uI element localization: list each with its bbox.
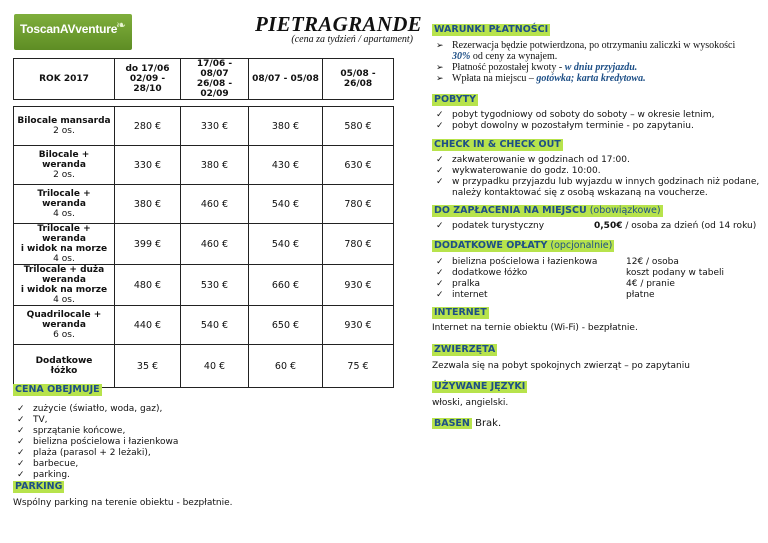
price-cell: 650 € (249, 306, 323, 345)
section-pobyty-heading: POBYTY (434, 94, 476, 105)
zwierzeta-text: Zezwala się na pobyt spokojnych zwierząt – po zapytaniu (432, 361, 690, 371)
price-cell: 480 € (115, 265, 181, 306)
price-cell: 40 € (181, 345, 249, 388)
section-basen-heading: BASEN (434, 418, 470, 429)
room-occupancy: 6 os. (53, 330, 75, 340)
check-icon: ✓ (17, 426, 25, 436)
dodatkowe-heading-text: DODATKOWE OPŁATY (434, 240, 548, 251)
leaf-icon: ❧ (115, 18, 126, 32)
fee-name: bielizna pościelowa i łazienkowa (452, 257, 598, 267)
gap-cell (181, 100, 249, 107)
table-row (14, 146, 394, 185)
period-header (181, 59, 249, 100)
list-item-text: sprzątanie końcowe, (33, 426, 126, 436)
list-item (432, 40, 762, 62)
page-subtitle: (cena za tydzień / apartament) (291, 34, 413, 45)
dodatkowe-list (432, 257, 762, 301)
room-name: weranda (42, 320, 86, 330)
list-item (13, 415, 178, 426)
price-cell: 540 € (249, 185, 323, 224)
list-item (432, 290, 762, 301)
room-name: Trilocale + duża (23, 265, 105, 275)
table-row (14, 306, 394, 345)
fee-price: 4€ / pranie (626, 279, 675, 289)
warunki-emph: gotówka; karta kredytowa. (536, 73, 646, 84)
check-icon: ✓ (436, 279, 444, 289)
price-cell: 930 € (323, 306, 394, 345)
check-icon: ✓ (436, 155, 444, 165)
gap-cell (115, 100, 181, 107)
period-line: 17/06 - 08/07 (196, 59, 233, 79)
list-item-text: wykwaterowanie do godz. 10:00. (452, 166, 601, 176)
price-cell: 460 € (181, 185, 249, 224)
price-cell: 780 € (323, 185, 394, 224)
checkin-list (432, 155, 762, 199)
zaplacenia-amount: 0,50€ (594, 221, 623, 231)
list-item (13, 459, 178, 470)
room-name: Dodatkowe (35, 356, 93, 366)
basen-line (432, 418, 501, 430)
check-icon: ✓ (436, 290, 444, 300)
list-item-text: plaża (parasol + 2 leżaki), (33, 448, 151, 458)
price-cell: 580 € (323, 107, 394, 146)
room-name: Trilocale + weranda (37, 224, 91, 244)
room-name: Quadrilocale + (26, 310, 102, 320)
logo-text: ToscanAVventure (20, 22, 118, 36)
table-row (14, 224, 394, 265)
basen-text: Brak. (475, 418, 502, 429)
zaplacenia-item: podatek turystyczny (452, 221, 545, 231)
room-name: weranda (42, 275, 86, 285)
warunki-text: od ceny za wynajem. (470, 51, 558, 62)
room-label (14, 265, 115, 306)
period-line: 02/09 - 28/10 (129, 74, 166, 94)
room-name: Bilocale mansarda (17, 116, 111, 126)
price-cell: 540 € (181, 306, 249, 345)
check-icon: ✓ (17, 404, 25, 414)
room-name: łóżko (50, 366, 78, 376)
price-cell: 530 € (181, 265, 249, 306)
list-item-text: zakwaterowanie w godzinach od 17:00. (452, 155, 630, 165)
list-item (432, 62, 762, 73)
price-cell: 930 € (323, 265, 394, 306)
check-icon: ✓ (436, 110, 444, 120)
list-item-text: parking. (33, 470, 70, 480)
room-occupancy: 4 os. (53, 254, 75, 264)
price-cell: 75 € (323, 345, 394, 388)
warunki-text: Wpłata na miejscu – (452, 73, 537, 84)
list-item (432, 221, 762, 232)
room-label (14, 345, 115, 388)
year-label: ROK 2017 (14, 59, 115, 100)
price-cell: 330 € (115, 146, 181, 185)
list-item (13, 470, 178, 481)
table-row (14, 345, 394, 388)
list-item (432, 257, 762, 268)
price-cell: 380 € (115, 185, 181, 224)
dodatkowe-optional: (opcjonalnie) (547, 240, 613, 251)
price-cell: 460 € (181, 224, 249, 265)
arrow-icon: ➢ (436, 40, 444, 50)
price-cell: 630 € (323, 146, 394, 185)
list-item (13, 448, 178, 459)
list-item (432, 268, 762, 279)
period-header (249, 59, 323, 100)
price-cell: 430 € (249, 146, 323, 185)
list-item-text: TV, (33, 415, 48, 425)
room-name: Bilocale + weranda (38, 150, 90, 170)
table-gap (14, 100, 394, 107)
price-table (13, 58, 394, 388)
zaplacenia-list (432, 221, 762, 232)
list-item (13, 426, 178, 437)
section-jezyki-heading: UŻYWANE JĘZYKI (434, 381, 526, 392)
table-row (14, 265, 394, 306)
room-label (14, 224, 115, 265)
room-occupancy: 4 os. (53, 209, 75, 219)
check-icon: ✓ (436, 121, 444, 131)
check-icon: ✓ (436, 221, 444, 231)
fee-price: 12€ / osoba (626, 257, 679, 267)
room-label (14, 306, 115, 345)
warunki-percent: 30% (452, 51, 471, 62)
section-parking-heading: PARKING (15, 481, 63, 492)
table-header-row (14, 59, 394, 100)
price-cell: 60 € (249, 345, 323, 388)
check-icon: ✓ (17, 415, 25, 425)
period-header (323, 59, 394, 100)
period-line: 05/08 - 26/08 (340, 69, 376, 89)
price-cell: 440 € (115, 306, 181, 345)
period-line: 08/07 - 05/08 (252, 74, 319, 84)
section-cena-heading: CENA OBEJMUJE (15, 384, 100, 395)
room-label (14, 185, 115, 224)
room-occupancy: 4 os. (53, 295, 75, 305)
zaplacenia-heading-text: DO ZAPŁACENIA NA MIEJSCU (434, 205, 587, 216)
page-title: PIETRAGRANDE (255, 12, 422, 36)
gap-cell (323, 100, 394, 107)
parking-text: Wspólny parking na terenie obiektu - bezpłatnie. (13, 498, 233, 508)
warunki-text: Płatność pozostałej kwoty - (452, 62, 565, 73)
list-item (432, 166, 762, 177)
room-occupancy: 2 os. (53, 126, 75, 136)
gap-cell (14, 100, 115, 107)
check-icon: ✓ (436, 268, 444, 278)
list-item-text: bielizna pościelowa i łazienkowa (33, 437, 179, 447)
room-name: i widok na morze (20, 285, 108, 295)
list-item (432, 110, 762, 121)
section-zaplacenia-heading (432, 205, 663, 217)
list-item-text: pobyt dowolny w pozostałym terminie - po zapytaniu. (452, 121, 694, 131)
list-item-text: w przypadku przyjazdu lub wyjazdu w innych godzinach niż podane, należy kontaktować się z osobą wskazaną na voucherze. (452, 177, 760, 198)
list-item (432, 177, 762, 199)
room-name: i widok na morze (20, 244, 108, 254)
section-zwierzeta-heading: ZWIERZĘTA (434, 344, 496, 355)
fee-name: dodatkowe łóżko (452, 268, 528, 278)
fee-price: koszt podany w tabeli (626, 268, 725, 278)
period-header (115, 59, 181, 100)
section-internet-heading: INTERNET (434, 307, 487, 318)
fee-name: pralka (452, 279, 480, 289)
room-label (14, 146, 115, 185)
section-checkin-heading: CHECK IN & CHECK OUT (434, 139, 561, 150)
list-item (432, 279, 762, 290)
jezyki-text: włoski, angielski. (432, 398, 509, 408)
list-item (432, 155, 762, 166)
check-icon: ✓ (17, 437, 25, 447)
section-dodatkowe-heading (432, 240, 614, 252)
table-row (14, 107, 394, 146)
internet-text: Internet na ternie obiektu (Wi-Fi) - bezpłatnie. (432, 323, 638, 333)
warunki-text: Rezerwacja będzie potwierdzona, po otrzymaniu zaliczki w wysokości (452, 40, 736, 51)
fee-price: płatne (626, 290, 655, 300)
price-cell: 35 € (115, 345, 181, 388)
arrow-icon: ➢ (436, 62, 444, 72)
price-cell: 280 € (115, 107, 181, 146)
warunki-list (432, 40, 762, 84)
price-cell: 330 € (181, 107, 249, 146)
price-cell: 380 € (181, 146, 249, 185)
check-icon: ✓ (436, 257, 444, 267)
room-name: Trilocale + weranda (37, 189, 91, 209)
list-item-text: pobyt tygodniowy od soboty do soboty – w okresie letnim, (452, 110, 715, 120)
price-cell: 780 € (323, 224, 394, 265)
list-item (432, 73, 762, 84)
room-occupancy: 2 os. (53, 170, 75, 180)
list-item-text: zużycie (światło, woda, gaz), (33, 404, 163, 414)
check-icon: ✓ (436, 166, 444, 176)
check-icon: ✓ (17, 470, 25, 480)
logo (14, 14, 132, 50)
gap-cell (249, 100, 323, 107)
price-cell: 399 € (115, 224, 181, 265)
zaplacenia-amount-rest: / osoba za dzień (od 14 roku) (622, 221, 757, 231)
price-cell: 380 € (249, 107, 323, 146)
price-cell: 540 € (249, 224, 323, 265)
list-item (13, 404, 178, 415)
section-warunki-heading: WARUNKI PŁATNOŚCI (434, 24, 549, 35)
period-line: 26/08 - 02/09 (196, 79, 233, 99)
list-item (13, 437, 178, 448)
cena-list (13, 404, 178, 481)
warunki-emph: w dniu przyjazdu. (564, 62, 638, 73)
check-icon: ✓ (17, 448, 25, 458)
check-icon: ✓ (436, 177, 444, 187)
list-item-text: barbecue, (33, 459, 79, 469)
zaplacenia-optional: (obowiązkowe) (586, 205, 661, 216)
table-row (14, 185, 394, 224)
price-cell: 660 € (249, 265, 323, 306)
list-item (432, 121, 762, 132)
check-icon: ✓ (17, 459, 25, 469)
fee-name: internet (452, 290, 488, 300)
room-label (14, 107, 115, 146)
period-line: do 17/06 (125, 64, 170, 74)
arrow-icon: ➢ (436, 73, 444, 83)
pobyty-list (432, 110, 762, 132)
